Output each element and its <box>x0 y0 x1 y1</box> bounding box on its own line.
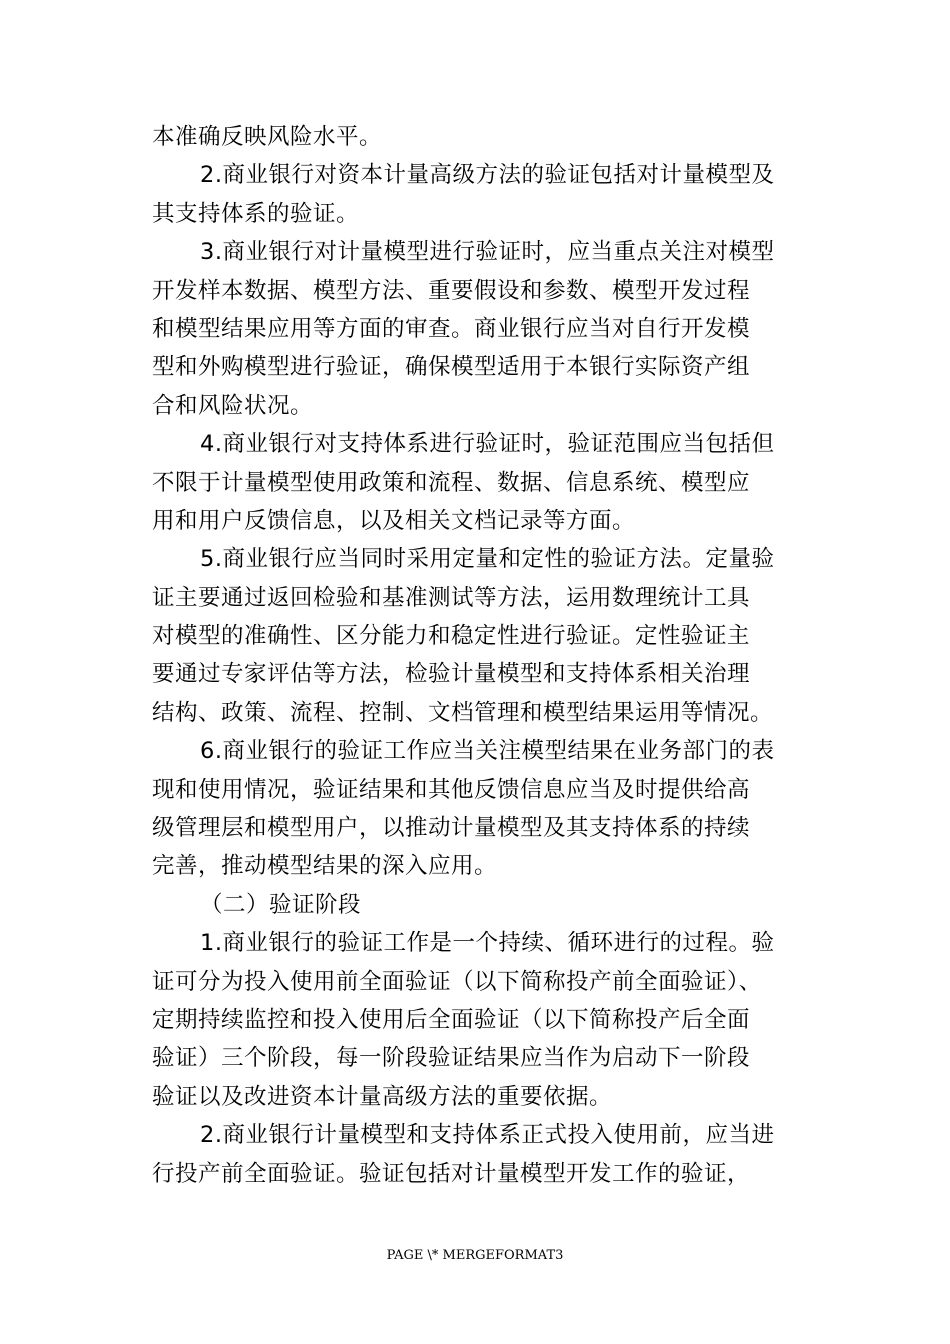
text-line: 2.商业银行对资本计量高级方法的验证包括对计量模型及 <box>200 162 775 189</box>
text-line: 本准确反映风险水平。 <box>152 124 383 150</box>
text-line: （二）验证阶段 <box>200 891 362 918</box>
text-line: 验证以及改进资本计量高级方法的重要依据。 <box>152 1083 613 1110</box>
text-line: 完善，推动模型结果的深入应用。 <box>152 853 498 880</box>
text-line: 3.商业银行对计量模型进行验证时，应当重点关注对模型 <box>200 239 775 266</box>
text-line: 6.商业银行的验证工作应当关注模型结果在业务部门的表 <box>200 738 775 765</box>
text-line: 要通过专家评估等方法，检验计量模型和支持体系相关治理 <box>152 661 751 688</box>
text-line: 定期持续监控和投入使用后全面验证（以下简称投产后全面 <box>152 1006 751 1033</box>
text-line: 证主要通过返回检验和基准测试等方法，运用数理统计工具 <box>152 584 751 611</box>
text-line: 合和风险状况。 <box>152 392 314 419</box>
text-line: 4.商业银行对支持体系进行验证时，验证范围应当包括但 <box>200 431 775 458</box>
text-line: 开发样本数据、模型方法、重要假设和参数、模型开发过程 <box>152 277 751 304</box>
text-line: 结构、政策、流程、控制、文档管理和模型结果运用等情况。 <box>152 699 774 726</box>
text-line: 5.商业银行应当同时采用定量和定性的验证方法。定量验 <box>200 546 775 573</box>
text-line: 和模型结果应用等方面的审查。商业银行应当对自行开发模 <box>152 315 751 342</box>
text-line: 行投产前全面验证。验证包括对计量模型开发工作的验证， <box>152 1160 751 1187</box>
text-line: 不限于计量模型使用政策和流程、数据、信息系统、模型应 <box>152 469 751 496</box>
text-line: 其支持体系的验证。 <box>152 200 360 227</box>
document-body <box>152 118 798 1193</box>
text-line: 型和外购模型进行验证，确保模型适用于本银行实际资产组 <box>152 354 751 381</box>
text-line: 1.商业银行的验证工作是一个持续、循环进行的过程。验 <box>200 930 775 957</box>
page-footer: PAGE \* MERGEFORMAT3 <box>386 1248 564 1263</box>
text-line: 用和用户反馈信息，以及相关文档记录等方面。 <box>152 507 636 534</box>
text-line: 证可分为投入使用前全面验证（以下简称投产前全面验证）、 <box>152 968 762 995</box>
text-line: 验证）三个阶段，每一阶段验证结果应当作为启动下一阶段 <box>152 1045 751 1072</box>
text-line: 对模型的准确性、区分能力和稳定性进行验证。定性验证主 <box>152 623 751 650</box>
text-line: 2.商业银行计量模型和支持体系正式投入使用前，应当进 <box>200 1122 775 1149</box>
text-line: 现和使用情况，验证结果和其他反馈信息应当及时提供给高 <box>152 776 751 803</box>
text-line: 级管理层和模型用户，以推动计量模型及其支持体系的持续 <box>152 815 751 842</box>
